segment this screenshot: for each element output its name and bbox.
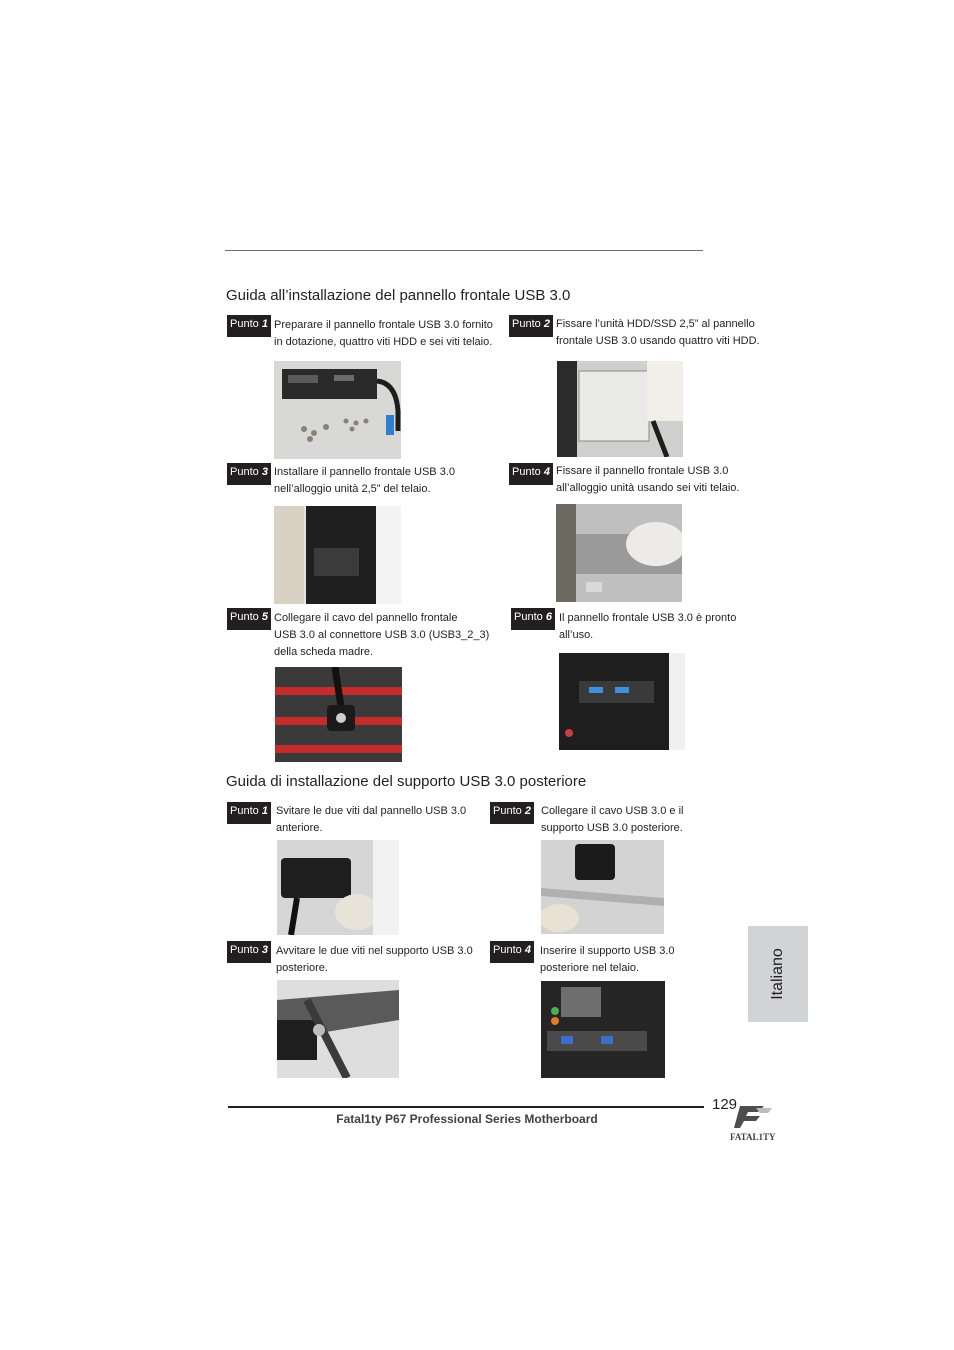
step-badge-s1-2: Punto 2 bbox=[509, 315, 553, 337]
photo-front-panel-kit bbox=[274, 361, 401, 459]
footer-title: Fatal1ty P67 Professional Series Motherboard bbox=[336, 1112, 598, 1126]
step-badge-s1-3: Punto 3 bbox=[227, 463, 271, 485]
photo-insert-rear-bracket bbox=[541, 981, 665, 1078]
step-desc-s1-3: Installare il pannello frontale USB 3.0 nell’alloggio unità 2,5” del telaio. bbox=[274, 466, 455, 495]
step-badge-s1-4: Punto 4 bbox=[509, 463, 553, 485]
section1-title: Guida all’installazione del pannello frontale USB 3.0 bbox=[226, 287, 571, 304]
footer-rule bbox=[228, 1106, 704, 1108]
side-tab-label: Italiano bbox=[769, 948, 786, 1000]
step-desc-s1-2: Fissare l’unità HDD/SSD 2,5” al pannello frontale USB 3.0 usando quattro viti HDD. bbox=[556, 318, 760, 347]
step-desc-s1-4: Fissare il pannello frontale USB 3.0 all’alloggio unità usando sei viti telaio. bbox=[556, 465, 740, 494]
step-desc-s2-2: Collegare il cavo USB 3.0 e il supporto USB 3.0 posteriore. bbox=[541, 805, 684, 834]
step-badge-s2-2: Punto 2 bbox=[490, 802, 534, 824]
language-side-tab bbox=[748, 926, 808, 1022]
step-desc-s2-3: Avvitare le due viti nel supporto USB 3.0 posteriore. bbox=[276, 945, 473, 974]
fatal1ty-logo-icon bbox=[726, 1104, 788, 1144]
photo-fasten-panel-screws bbox=[556, 504, 682, 602]
step-desc-s1-6: Il pannello frontale USB 3.0 è pronto all’uso. bbox=[559, 612, 737, 641]
page-number: 129 bbox=[712, 1096, 738, 1113]
step-desc-s1-1: Preparare il pannello frontale USB 3.0 fornito in dotazione, quattro viti HDD e sei viti telaio. bbox=[274, 319, 493, 348]
photo-unscrew-front-panel bbox=[277, 840, 399, 935]
step-desc-s2-1: Svitare le due viti dal pannello USB 3.0 anteriore. bbox=[276, 805, 467, 834]
step-badge-s2-1: Punto 1 bbox=[227, 802, 271, 824]
step-desc-s1-5: Collegare il cavo del pannello frontale USB 3.0 al connettore USB 3.0 (USB3_2_3) della scheda madre. bbox=[274, 612, 490, 658]
photo-connect-motherboard-cable bbox=[275, 667, 402, 762]
logo-text: FATAL1TY bbox=[730, 1132, 776, 1142]
step-badge-s2-4: Punto 4 bbox=[490, 941, 534, 963]
step-desc-s2-4: Inserire il supporto USB 3.0 posteriore nel telaio. bbox=[540, 945, 675, 974]
step-badge-s1-1: Punto 1 bbox=[227, 315, 271, 337]
photo-install-panel-bay bbox=[274, 506, 401, 604]
step-badge-s1-5: Punto 5 bbox=[227, 608, 271, 630]
step-badge-s1-6: Punto 6 bbox=[511, 608, 555, 630]
section2-title: Guida di installazione del supporto USB 3.0 posteriore bbox=[226, 773, 587, 790]
top-rule bbox=[225, 250, 703, 251]
photo-hdd-mounting bbox=[557, 361, 683, 457]
photo-connect-rear-bracket bbox=[541, 840, 664, 934]
photo-panel-ready bbox=[559, 653, 685, 750]
step-badge-s2-3: Punto 3 bbox=[227, 941, 271, 963]
photo-screw-rear-bracket bbox=[277, 980, 399, 1078]
